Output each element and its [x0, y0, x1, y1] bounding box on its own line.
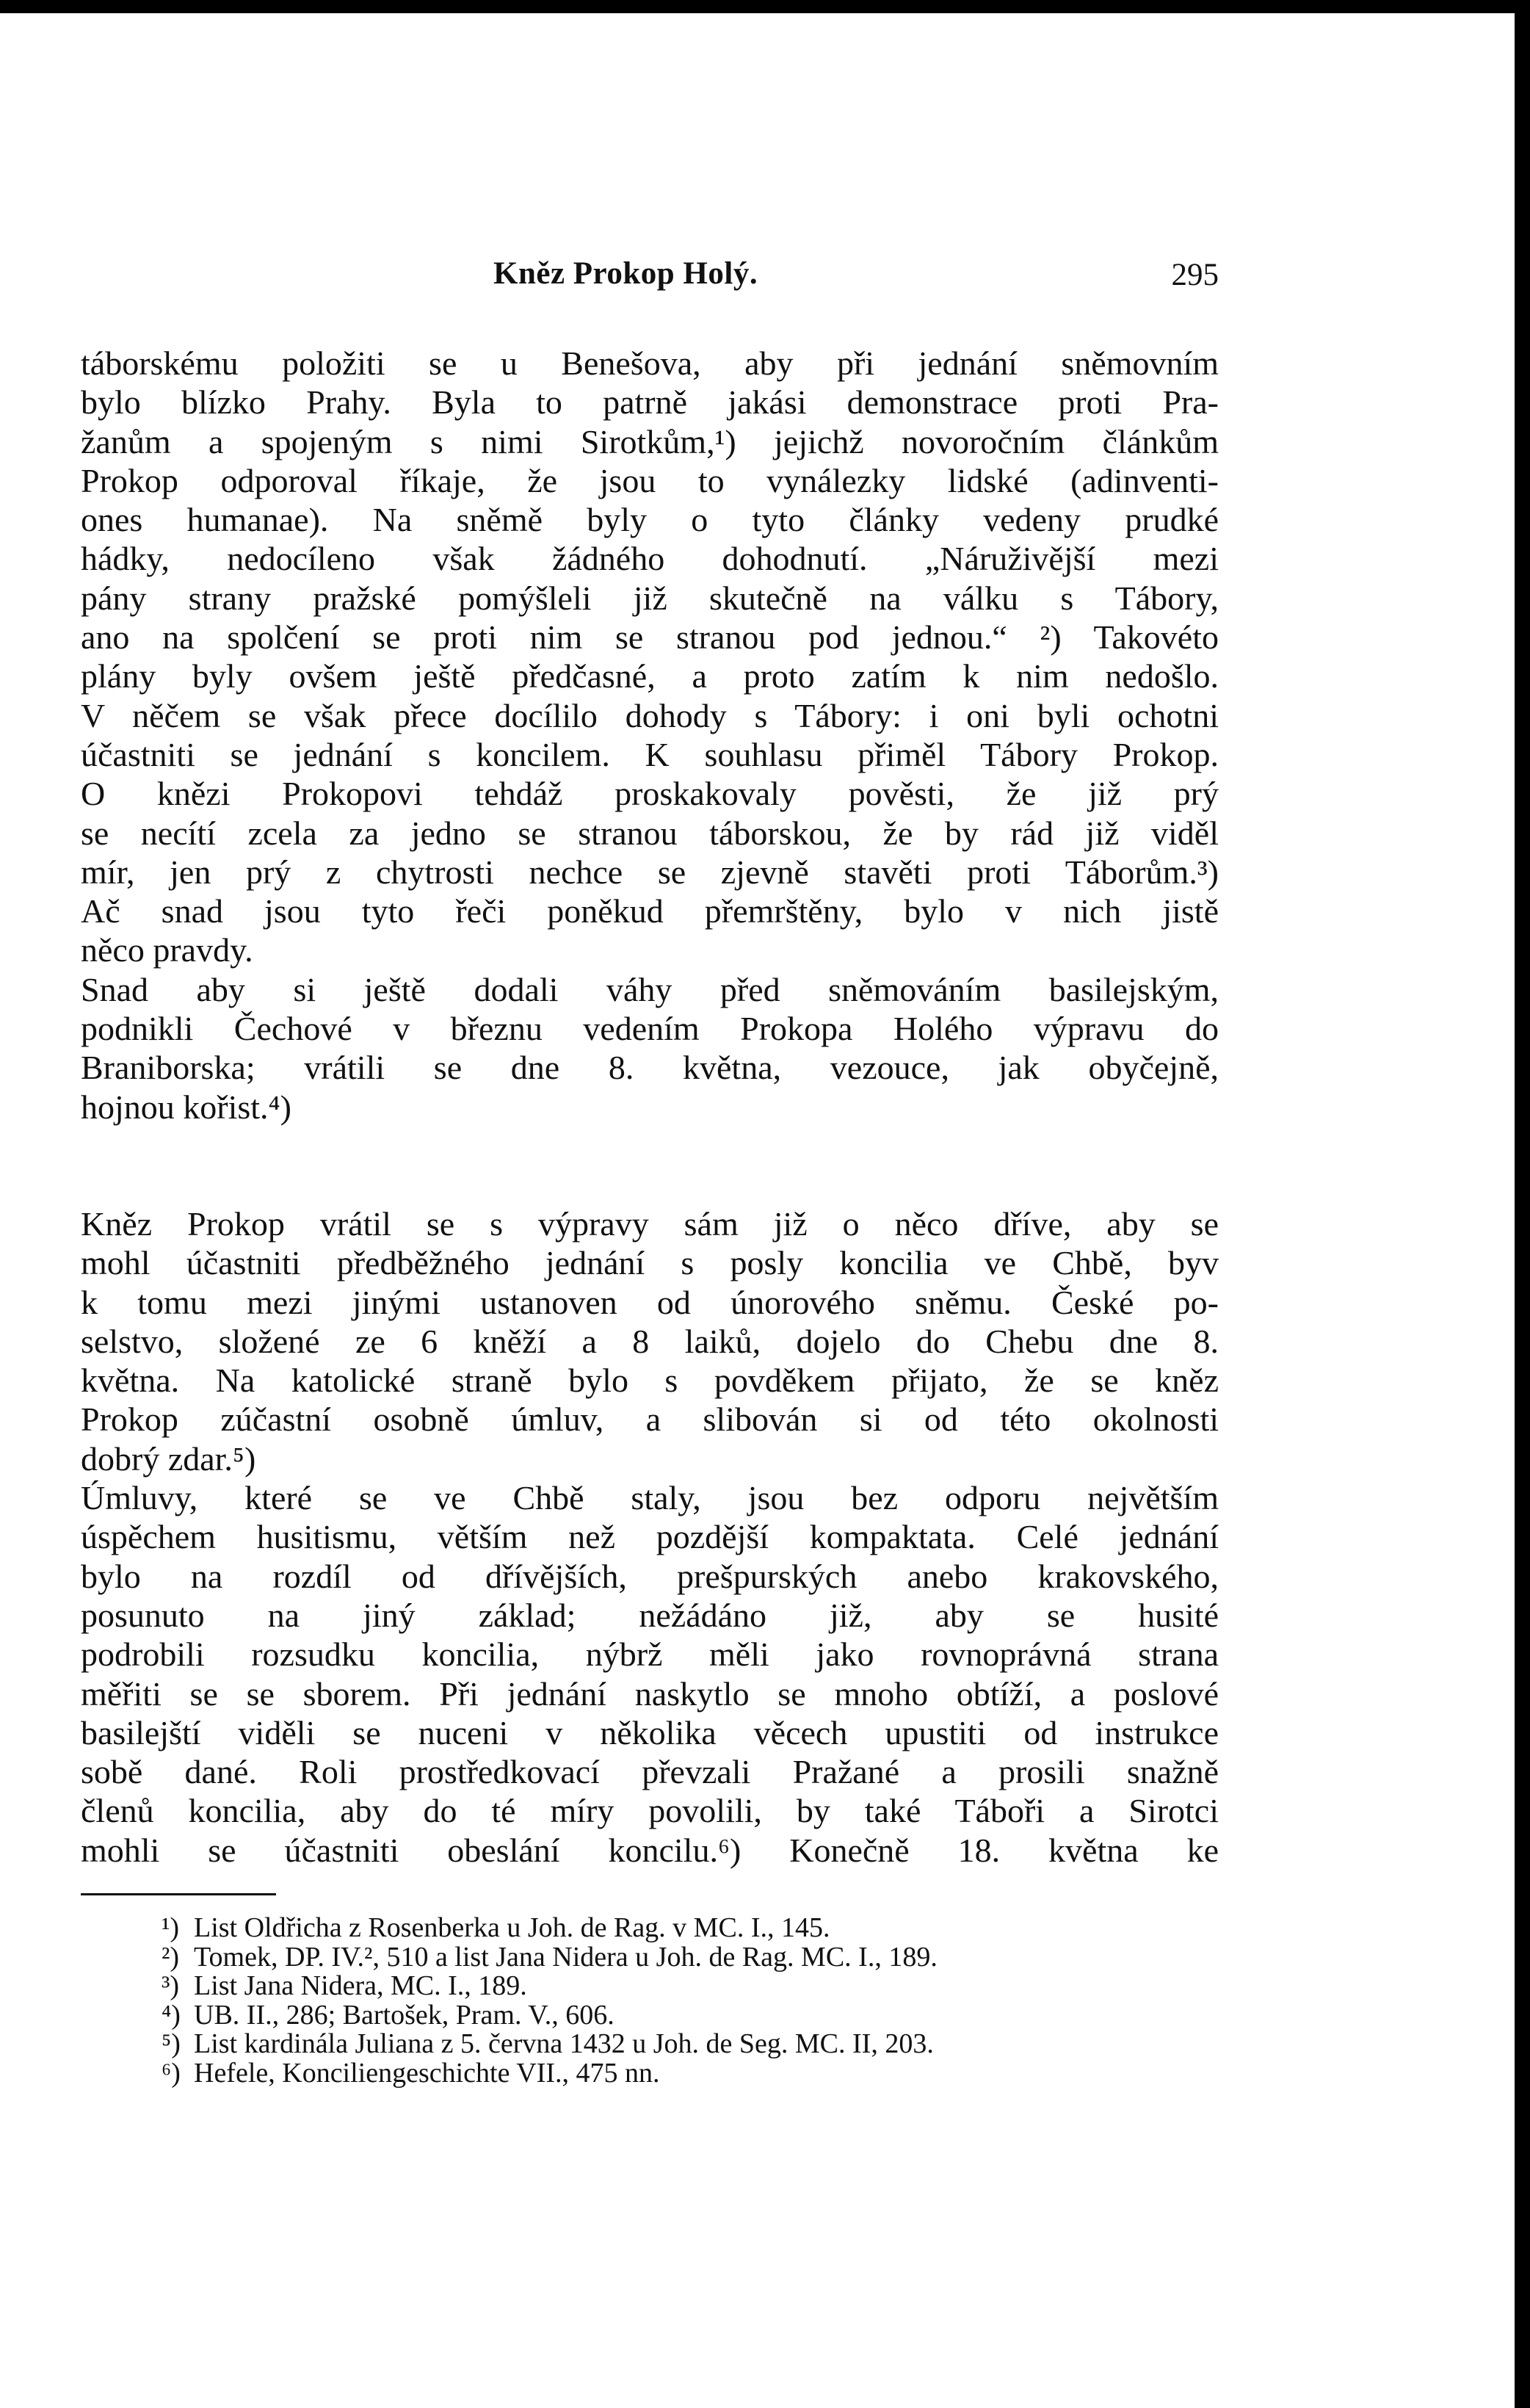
- text-line: Úmluvy, které se ve Chbě staly, jsou bez odporu největším: [81, 1479, 1219, 1517]
- text-line: ano na spolčení se proti nim se stranou pod jednou.“ ²) Takovéto: [81, 618, 1219, 657]
- footnote-number: ⁶): [162, 2057, 181, 2089]
- text-line: pány strany pražské pomýšleli již skutečně na válku s Tábory,: [81, 579, 1219, 617]
- text-line: Snad aby si ještě dodali váhy před sněmováním basilejským,: [81, 970, 1219, 1008]
- running-title: Kněz Prokop Holý.: [493, 256, 758, 291]
- text-line: mohl účastniti předběžného jednání s posly koncilia ve Chbě, byv: [81, 1244, 1219, 1282]
- text-line: podrobili rozsudku koncilia, nýbrž měli jako rovnoprávná strana: [81, 1635, 1219, 1674]
- text-line: května. Na katolické straně bylo s povděkem přijato, že se kněz: [81, 1362, 1219, 1400]
- text-line: Prokop zúčastní osobně úmluv, a slibován si od této okolnosti: [81, 1400, 1219, 1439]
- page-number: 295: [1171, 258, 1219, 292]
- text-line: hádky, nedocíleno však žádného dohodnutí. „Náruživější mezi: [81, 540, 1219, 578]
- main-text: [81, 344, 1219, 1870]
- footnote: [162, 1914, 1219, 1943]
- footnotes: [162, 1914, 1219, 2089]
- text-line: dobrý zdar.⁵): [81, 1439, 256, 1478]
- text-line: podnikli Čechové v březnu vedením Prokopa Holého výpravu do: [81, 1010, 1219, 1048]
- footnote: [162, 2001, 1219, 2031]
- footnote-text: List kardinála Juliana z 5. června 1432 u Joh. de Seg. MC. II, 203.: [194, 2028, 934, 2060]
- text-line: měřiti se se sborem. Při jednání naskytlo se mnoho obtíží, a poslové: [81, 1674, 1219, 1713]
- text-line: posunuto na jiný základ; nežádáno již, aby se husité: [81, 1596, 1219, 1634]
- footnote-number: ³): [162, 1970, 180, 2002]
- footnote: [162, 2059, 1219, 2089]
- text-line: úspěchem husitismu, větším než pozdější kompaktata. Celé jednání: [81, 1518, 1219, 1556]
- footnote-number: ⁵): [162, 2028, 181, 2060]
- text-line: táborskému položiti se u Benešova, aby při jednání sněmovním: [81, 344, 1219, 382]
- text-line: účastniti se jednání s koncilem. K souhlasu přiměl Tábory Prokop.: [81, 735, 1219, 773]
- text-line: hojnou kořist.⁴): [81, 1088, 291, 1126]
- text-line: O knězi Prokopovi tehdáž proskakovaly pověsti, že již prý: [81, 775, 1219, 813]
- footnote-divider: [81, 1893, 276, 1895]
- footnote-number: ¹): [162, 1912, 180, 1943]
- text-line: něco pravdy.: [81, 931, 253, 969]
- section-break-asterism: [81, 1127, 1219, 1204]
- text-line: ones humanae). Na sněmě byly o tyto články vedeny prudké: [81, 501, 1219, 539]
- book-page: [0, 13, 1515, 2408]
- text-line: Braniborska; vrátili se dne 8. května, vezouce, jak obyčejně,: [81, 1049, 1219, 1087]
- text-line: členů koncilia, aby do té míry povolili, by také Táboři a Sirotci: [81, 1792, 1219, 1830]
- paragraph-4: [81, 1478, 1219, 1870]
- text-line: Ač snad jsou tyto řeči poněkud přemrštěny, bylo v nich jistě: [81, 892, 1219, 930]
- footnote-number: ²): [162, 1941, 180, 1973]
- text-line: bylo na rozdíl od dřívějších, prešpurských anebo krakovského,: [81, 1557, 1219, 1595]
- footnote: [162, 1972, 1219, 2001]
- text-line: žanům a spojeným s nimi Sirotkům,¹) jejichž novoročním článkům: [81, 422, 1219, 460]
- footnote-text: List Jana Nidera, MC. I., 189.: [194, 1970, 527, 2002]
- footnote-number: ⁴): [162, 1999, 181, 2031]
- footnote-text: UB. II., 286; Bartošek, Pram. V., 606.: [194, 1999, 614, 2031]
- paragraph-2: [81, 970, 1219, 1127]
- text-line: sobě dané. Roli prostředkovací převzali Pražané a prosili snažně: [81, 1753, 1219, 1791]
- text-line: mír, jen prý z chytrosti nechce se zjevně stavěti proti Táborům.³): [81, 853, 1219, 891]
- text-line: bylo blízko Prahy. Byla to patrně jakási demonstrace proti Pra-: [81, 383, 1219, 422]
- text-line: plány byly ovšem ještě předčasné, a proto zatím k nim nedošlo.: [81, 657, 1219, 695]
- paragraph-3: [81, 1204, 1219, 1478]
- footnote-text: List Oldřicha z Rosenberka u Joh. de Rag. v MC. I., 145.: [194, 1912, 830, 1943]
- scan-edge: [1515, 0, 1530, 2408]
- text-line: selstvo, složené ze 6 kněží a 8 laiků, dojelo do Chebu dne 8.: [81, 1322, 1219, 1360]
- footnote-text: Tomek, DP. IV.², 510 a list Jana Nidera u Joh. de Rag. MC. I., 189.: [194, 1941, 938, 1973]
- text-line: basilejští viděli se nuceni v několika věcech upustiti od instrukce: [81, 1713, 1219, 1751]
- running-header: [81, 256, 1219, 300]
- footnote: [162, 1943, 1219, 1973]
- footnote: [162, 2030, 1219, 2059]
- text-line: mohli se účastniti obeslání koncilu.⁶) Konečně 18. května ke: [81, 1831, 1219, 1869]
- paragraph-1: [81, 344, 1219, 970]
- text-line: Kněz Prokop vrátil se s výpravy sám již o něco dříve, aby se: [81, 1204, 1219, 1243]
- text-line: se necítí zcela za jedno se stranou táborskou, že by rád již viděl: [81, 814, 1219, 852]
- text-line: k tomu mezi jinými ustanoven od únorového sněmu. České po-: [81, 1283, 1219, 1321]
- footnote-text: Hefele, Konciliengeschichte VII., 475 nn.: [194, 2057, 660, 2089]
- text-line: V něčem se však přece docílilo dohody s Tábory: i oni byli ochotni: [81, 696, 1219, 734]
- text-line: Prokop odporoval říkaje, že jsou to vynálezky lidské (adinventi-: [81, 461, 1219, 499]
